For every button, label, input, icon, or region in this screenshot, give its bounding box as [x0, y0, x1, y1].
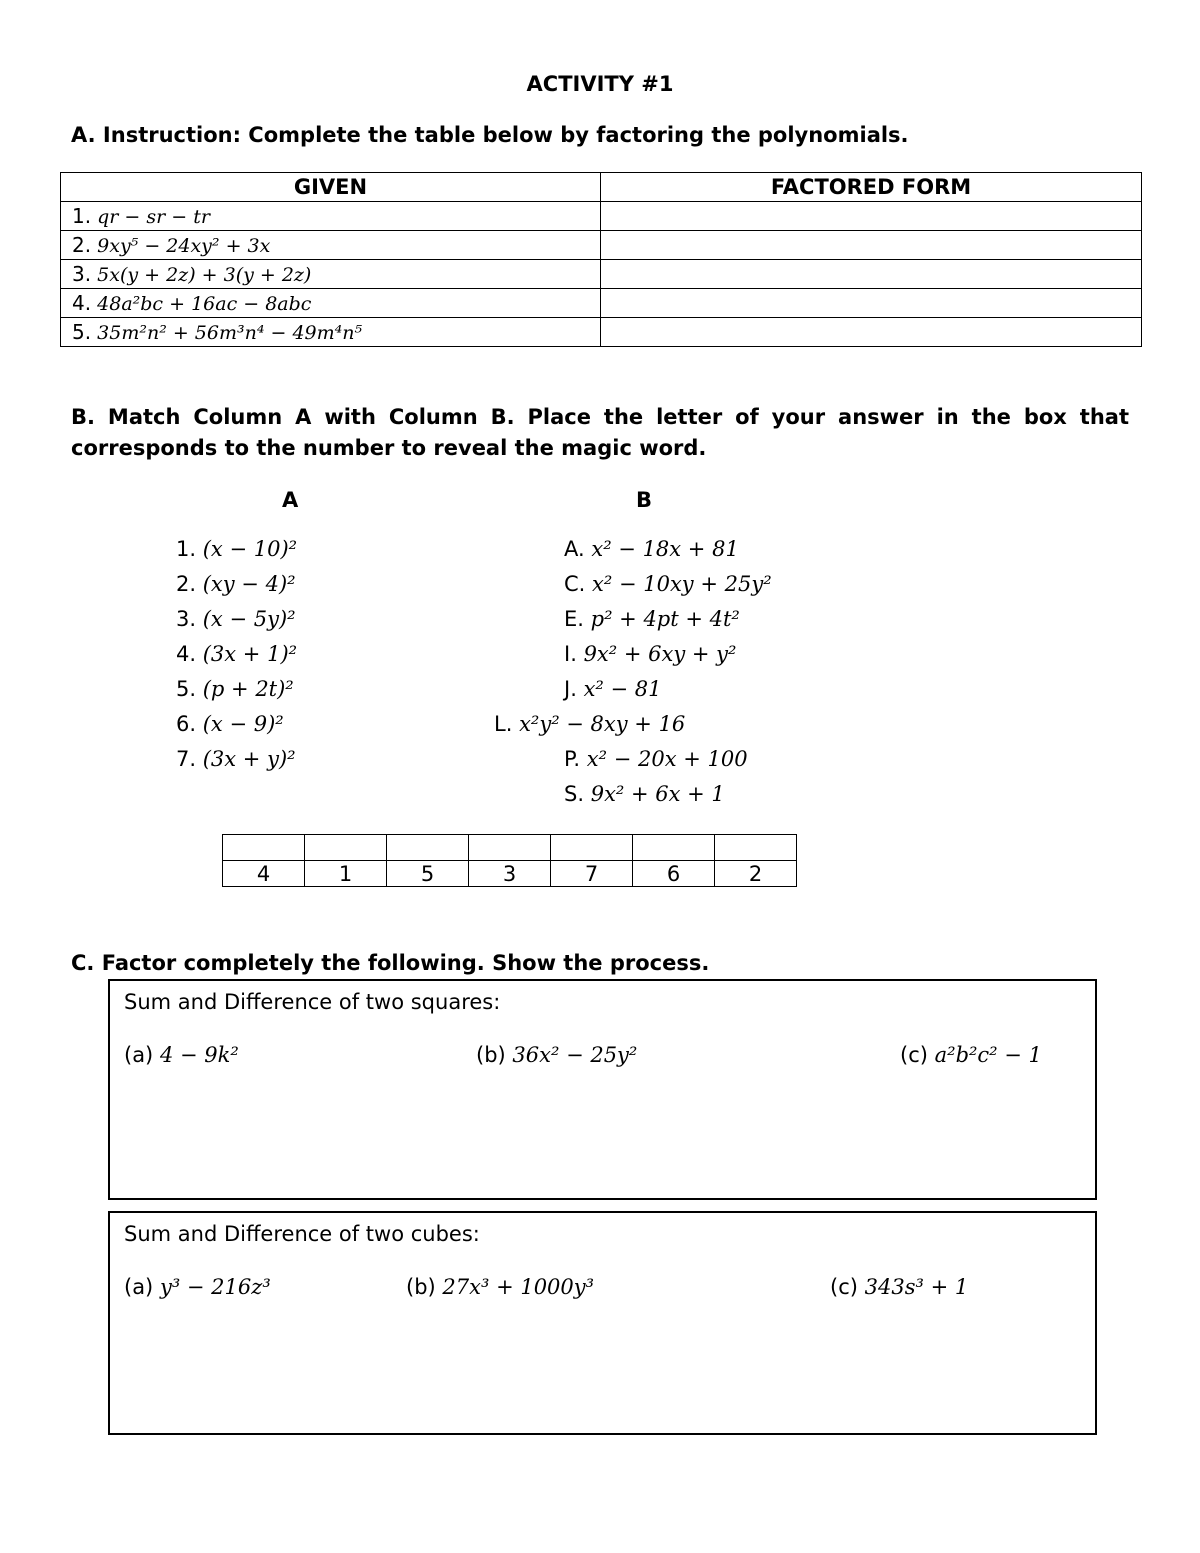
- item-number: 2.: [176, 572, 197, 596]
- item-expression: 9x² + 6xy + y²: [583, 642, 737, 666]
- item-expression: p² + 4pt + 4t²: [590, 607, 740, 631]
- cubes-item-c: [830, 1275, 968, 1299]
- item-expression: 343s³ + 1: [864, 1275, 969, 1299]
- table-row: [61, 231, 1142, 260]
- item-label: (c): [900, 1043, 928, 1067]
- row-number: 5.: [72, 320, 92, 344]
- cubes-box[interactable]: [108, 1211, 1097, 1435]
- given-cell: [61, 231, 601, 260]
- list-item: [176, 537, 297, 572]
- table-row: [61, 318, 1142, 347]
- magic-number: 2: [715, 861, 797, 887]
- given-cell: [61, 318, 601, 347]
- item-label: (a): [124, 1275, 154, 1299]
- answer-box[interactable]: [223, 835, 305, 861]
- row-number: 2.: [72, 233, 92, 257]
- column-b-list: [490, 537, 890, 817]
- list-item: [176, 642, 297, 677]
- item-expression: (x − 5y)²: [202, 607, 296, 631]
- magic-number: 7: [551, 861, 633, 887]
- magic-number: 1: [305, 861, 387, 887]
- item-expression: y³ − 216z³: [159, 1275, 271, 1299]
- item-expression: 4 − 9k²: [159, 1043, 239, 1067]
- list-item: [490, 747, 890, 782]
- answer-box[interactable]: [633, 835, 715, 861]
- table-row: [61, 260, 1142, 289]
- item-expression: (x − 9)²: [202, 712, 284, 736]
- list-item: [490, 642, 890, 677]
- list-item: [176, 607, 297, 642]
- section-a-heading: A. Instruction: Complete the table below by factoring the polynomials.: [71, 123, 909, 147]
- page-title: ACTIVITY #1: [526, 72, 674, 96]
- given-expression: 35m²n² + 56m³n⁴ − 49m⁴n⁵: [97, 322, 363, 344]
- item-number: 7.: [176, 747, 197, 771]
- section-c-heading: C. Factor completely the following. Show the process.: [71, 951, 710, 975]
- squares-item-b: [476, 1043, 637, 1067]
- squares-title: Sum and Difference of two squares:: [124, 990, 501, 1014]
- list-item: [176, 572, 297, 607]
- item-number: 6.: [176, 712, 197, 736]
- answer-box[interactable]: [551, 835, 633, 861]
- squares-item-c: [900, 1043, 1042, 1067]
- given-expression: qr − sr − tr: [97, 206, 210, 228]
- item-letter: I.: [564, 642, 577, 666]
- given-cell: [61, 289, 601, 318]
- given-cell: [61, 260, 601, 289]
- item-letter: S.: [564, 782, 585, 806]
- item-expression: (xy − 4)²: [202, 572, 296, 596]
- factored-answer-cell[interactable]: [601, 260, 1142, 289]
- item-number: 1.: [176, 537, 197, 561]
- item-letter: A.: [564, 537, 585, 561]
- factored-answer-cell[interactable]: [601, 318, 1142, 347]
- item-expression: x² − 81: [583, 677, 662, 701]
- item-expression: (3x + y)²: [202, 747, 296, 771]
- answer-row: [223, 835, 797, 861]
- magic-number: 5: [387, 861, 469, 887]
- item-expression: x² − 20x + 100: [586, 747, 748, 771]
- item-number: 4.: [176, 642, 197, 666]
- list-item: [176, 677, 297, 712]
- item-label: (b): [406, 1275, 436, 1299]
- item-expression: x² − 10xy + 25y²: [592, 572, 772, 596]
- item-expression: (3x + 1)²: [202, 642, 298, 666]
- squares-box[interactable]: [108, 979, 1097, 1200]
- table-row: [61, 289, 1142, 318]
- item-expression: (x − 10)²: [202, 537, 298, 561]
- list-item: [490, 782, 890, 817]
- row-number: 4.: [72, 291, 92, 315]
- list-item: [176, 712, 297, 747]
- item-expression: 9x² + 6x + 1: [590, 782, 725, 806]
- magic-number: 4: [223, 861, 305, 887]
- given-expression: 5x(y + 2z) + 3(y + 2z): [97, 264, 312, 286]
- list-item: [490, 607, 890, 642]
- item-letter: J.: [564, 677, 577, 701]
- item-letter: P.: [564, 747, 581, 771]
- col-factored-header: FACTORED FORM: [601, 173, 1142, 202]
- column-b-label: B: [636, 488, 653, 512]
- item-number: 5.: [176, 677, 197, 701]
- item-label: (b): [476, 1043, 506, 1067]
- given-expression: 48a²bc + 16ac − 8abc: [97, 293, 312, 315]
- magic-number: 3: [469, 861, 551, 887]
- factored-answer-cell[interactable]: [601, 289, 1142, 318]
- number-row: [223, 861, 797, 887]
- item-expression: x² − 18x + 81: [591, 537, 739, 561]
- list-item: [490, 537, 890, 572]
- cubes-title: Sum and Difference of two cubes:: [124, 1222, 480, 1246]
- list-item: [490, 572, 890, 607]
- cubes-item-a: [124, 1275, 271, 1299]
- answer-box[interactable]: [387, 835, 469, 861]
- item-expression: (p + 2t)²: [202, 677, 294, 701]
- column-a-list: [176, 537, 297, 782]
- factored-answer-cell[interactable]: [601, 202, 1142, 231]
- row-number: 1.: [72, 204, 92, 228]
- answer-box[interactable]: [305, 835, 387, 861]
- col-given-header: GIVEN: [61, 173, 601, 202]
- answer-box[interactable]: [715, 835, 797, 861]
- item-letter: E.: [564, 607, 584, 631]
- item-number: 3.: [176, 607, 197, 631]
- item-expression: 27x³ + 1000y³: [442, 1275, 595, 1299]
- magic-word-table: [222, 834, 797, 887]
- factoring-table: [60, 172, 1142, 347]
- item-letter: L.: [494, 712, 513, 736]
- item-expression: x²y² − 8xy + 16: [519, 712, 686, 736]
- list-item: [176, 747, 297, 782]
- list-item: [490, 677, 890, 712]
- given-cell: [61, 202, 601, 231]
- table-header-row: [61, 173, 1142, 202]
- item-label: (c): [830, 1275, 858, 1299]
- answer-box[interactable]: [469, 835, 551, 861]
- row-number: 3.: [72, 262, 92, 286]
- item-label: (a): [124, 1043, 154, 1067]
- column-a-label: A: [282, 488, 299, 512]
- item-expression: a²b²c² − 1: [934, 1043, 1042, 1067]
- cubes-item-b: [406, 1275, 594, 1299]
- item-letter: C.: [564, 572, 586, 596]
- given-expression: 9xy⁵ − 24xy² + 3x: [97, 235, 271, 257]
- magic-number: 6: [633, 861, 715, 887]
- section-b-heading: B. Match Column A with Column B. Place the letter of your answer in the box that corresponds to the number to reveal the magic word.: [71, 405, 1129, 460]
- squares-item-a: [124, 1043, 239, 1067]
- list-item: [490, 712, 890, 747]
- factored-answer-cell[interactable]: [601, 231, 1142, 260]
- table-row: [61, 202, 1142, 231]
- item-expression: 36x² − 25y²: [512, 1043, 638, 1067]
